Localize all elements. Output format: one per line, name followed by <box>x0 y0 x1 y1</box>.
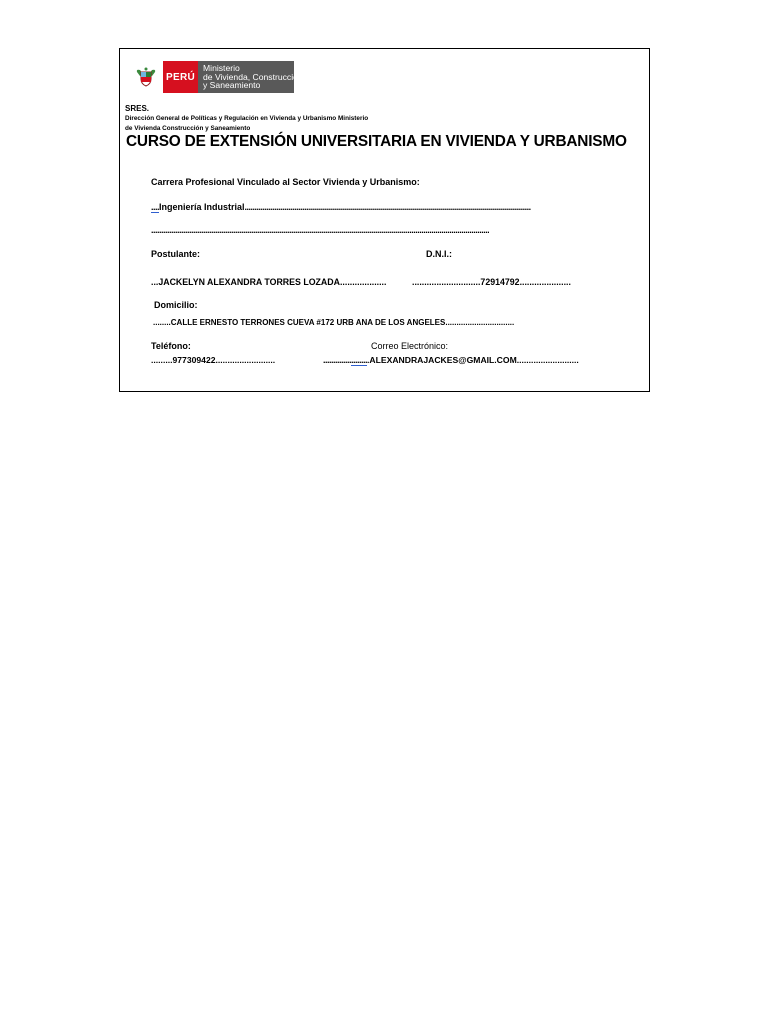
dni-value[interactable]: ............................72914792..................... <box>412 277 571 287</box>
logo-ministry-name <box>198 61 303 93</box>
correo-value: .ALEXANDRAJACKES@GMAIL.COM.......................... <box>367 355 579 365</box>
dni-label: D.N.I.: <box>426 249 452 259</box>
correo-label: Correo Electrónico: <box>371 341 449 351</box>
logo-line-3: y Saneamiento <box>203 80 261 90</box>
direccion-line-2: de Vivienda Construcción y Saneamiento <box>125 125 251 132</box>
telefono-label: Teléfono: <box>151 341 191 351</box>
correo-field[interactable] <box>323 355 579 365</box>
carrera-prefix-dots: .... <box>151 202 160 212</box>
logo-line-1: Ministerio <box>203 63 240 73</box>
logo-line-2: de Vivienda, Construcción <box>203 71 303 82</box>
postulante-label: Postulante: <box>151 249 201 259</box>
page-title: CURSO DE EXTENSIÓN UNIVERSITARIA EN VIVIENDA Y URBANISMO <box>126 133 627 150</box>
telefono-value[interactable]: .........977309422......................... <box>151 355 276 365</box>
carrera-suffix-dots: ............................................................................................................................................... <box>244 202 531 212</box>
carrera-value: Ingeniería Industrial <box>159 202 245 212</box>
correo-prefix-dots: .............. <box>323 355 352 365</box>
carrera-blank-line[interactable]: ......................................................................................................................................................................... <box>151 225 490 235</box>
logo-country: PERÚ <box>163 61 198 93</box>
correo-underlined-dots: ........ <box>351 355 368 365</box>
carrera-field[interactable] <box>151 202 531 212</box>
direccion-line-1: Dirección General de Políticas y Regulación en Vivienda y Urbanismo Ministerio <box>125 115 369 122</box>
postulante-value[interactable]: ...JACKELYN ALEXANDRA TORRES LOZADA................... <box>151 277 387 287</box>
domicilio-value[interactable]: ........CALLE ERNESTO TERRONES CUEVA #172 URB ANA DE LOS ANGELES............................... <box>153 318 515 327</box>
ministry-logo <box>129 61 303 93</box>
registration-card <box>119 48 650 392</box>
addressee-label: SRES. <box>125 104 150 113</box>
coat-of-arms-icon <box>129 61 163 93</box>
carrera-label: Carrera Profesional Vinculado al Sector Vivienda y Urbanismo: <box>151 177 420 187</box>
domicilio-label: Domicilio: <box>154 300 198 310</box>
